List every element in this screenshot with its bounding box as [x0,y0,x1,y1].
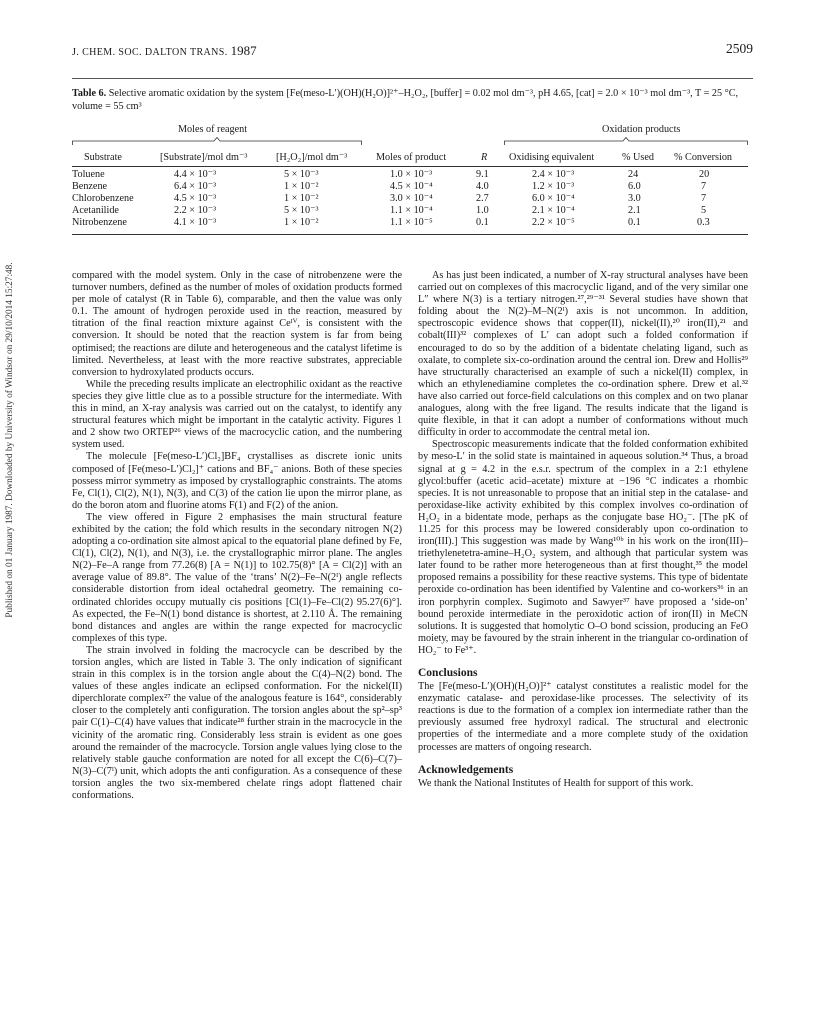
table-cell-substrate-conc: 2.2 × 10⁻³ [174,205,217,216]
table-cell-r: 0.1 [476,217,489,228]
journal-name [72,43,257,59]
table-cell-conversion: 0.3 [697,217,710,228]
table-cell-substrate-conc: 4.1 × 10⁻³ [174,217,217,228]
table-cell-conversion: 7 [701,193,707,204]
body-paragraph: While the preceding results implicate an electrophilic oxidant as the reactive species they give little clue as to a possible structure for the intermediate. With this in mind, an X-ray analysis was carried out on the catalyst, to identify any structural features which might be important in the catalytic activity. Figures 1 and 2 show two ORTEP²⁶ views of the macrocyclic cation, and the numbering system used. [72,378,402,451]
body-paragraph: The molecule [Fe(meso-L′)Cl₂]BF₄ crystallises as discrete ionic units composed of [Fe(meso-L′)Cl₂]⁺ cations and BF₄⁻ anions. Both of these species possess mirror symmetry as imposed by crystallographic constraints. The atoms Fe, Cl(1), Cl(2), N(1), N(3), and C(3) of the cation lie upon the mirror plane, as do the boron atom and fluorine atoms F(1) and F(2) of the anion. [72,451,402,511]
table-cell-moles-product: 3.0 × 10⁻⁴ [390,193,433,204]
body-paragraph: compared with the model system. Only in the case of nitrobenzene were the turnover numbers, defined as the number of moles of oxidation products formed per mole of catalyst (R in Table 6), comparable, and then the value was only 0.1. The amount of hydrogen peroxide used in the reaction, measured by titration of the final reaction mixture against Ceᴵⱽ, is consistent with the conversion. It should be noted that the reaction system is far from being optimised; the reactions are dilute and heterogeneous and the catalyst lifetime is limited. Nevertheless, at least with the more reactive substrates, appreciable conversion to hydroxylated products occurs. [72,270,402,378]
table-cell-used: 0.1 [628,217,641,228]
products-brace [504,137,748,145]
page-number: 2509 [726,41,753,56]
table-caption-label: Table 6. [72,88,107,99]
col-header-substrate: Substrate [84,152,122,163]
table-cell-substrate: Acetanilide [72,205,119,216]
table-cell-substrate-conc: 4.4 × 10⁻³ [174,169,217,180]
col-header-conversion: % Conversion [674,152,733,163]
body-paragraph: As has just been indicated, a number of X-ray structural analyses have been carried out on complexes of this macrocyclic ligand, and of the very similar one L″ where N(3) is a tertiary nitrogen.²⁷,²⁹⁻³¹ Several studies have shown that folding about the N(2)–M–N(2ᴵ) axis is not uncommon. In addition, spectroscopic evidence shows that copper(II), nickel(II),²⁰ iron(II),²¹ and cobalt(III)³² complexes of L′ can adopt such a folded conformation if encouraged to do so by the addition of a bidentate chelating ligand, such as oxalate, to complete six-co-ordination around the central ion. Drew and Hollis²⁹ have structurally characterised an example of such a nickel(II) complex, in which an ethylenediamine completes the co-ordination sphere. Drew et al.³² have also carried out force-field calculations on this complex and on two planar analogues, along with the free ligand. The results indicate that the ligand is quite flexible, in that it can adopt a number of conformations without much difficulty in order to accommodate the central metal ion. [418,270,748,439]
table-cell-used: 3.0 [628,193,641,204]
table-cell-substrate: Chlorobenzene [72,193,134,204]
results-table [72,124,748,264]
table-cell-moles-product: 1.0 × 10⁻³ [390,169,433,180]
table-cell-moles-product: 4.5 × 10⁻⁴ [390,181,433,192]
section-heading-acknowledgements: Acknowledgements [418,763,514,776]
section-heading-conclusions: Conclusions [418,667,478,679]
table-cell-moles-product: 1.1 × 10⁻⁴ [390,205,433,216]
table-bottom-rule [72,234,748,235]
table-cell-used: 2.1 [628,205,641,216]
table-cell-h2o2-conc: 1 × 10⁻² [284,193,319,204]
table-cell-conversion: 7 [701,181,707,192]
col-header-h2o2-conc: [H₂O₂]/mol dm⁻³ [276,152,348,163]
header-rule [72,78,753,79]
conclusions-paragraph: The [Fe(meso-L′)(OH)(H₂O)]²⁺ catalyst constitutes a realistic model for the enzymatic catalase- and peroxidase-like processes. The selectivity of its reactions is due to the formation of a complex ion intermediate rather than the previously assumed free hydroxyl radical. The structural and electronic properties of the intermediate and a more complete study of the oxidation processes are matters of ongoing research. [418,681,748,753]
table-cell-conversion: 5 [701,205,707,216]
table-cell-substrate-conc: 4.5 × 10⁻³ [174,193,217,204]
body-paragraph: Spectroscopic measurements indicate that the folded conformation exhibited by meso-L′ in the solid state is maintained in aqueous solution.³⁴ Thus, a broad signal at g = 4.2 in the e.s.r. spectrum of the complex in a 2:1 ethylene glycol:buffer (acetic acid–acetate) mixture at −196 °C indicates a rhombic species. It is not unreasonable to propose that an initial step in the catalase- and peroxidase-like activity exhibited by this complex involves co-ordination of H₂O₂ in a bidentate mode, perhaps as the conjugate base HO₂⁻. [The pK of 11.25 for this process may be lowered considerably upon co-ordination to iron(III).] This suggestion was made by Wang¹⁰ᵇ in his work on the iron(III)–triethylenetetra-amine–H₂O₂ system, and although that particular system was later found to be rather more heterogeneous than at first thought,³⁵ the model proposed remains a possibility for these reactive systems. This type of bidentate peroxide co-ordination has been identified by Valentine and co-workers³⁶ in an iron porphyrin complex. Sugimoto and Sawyer³⁷ have proposed a ‘side-on’ bound peroxide intermediate in the peroxidotic action of iron(II) in MeCN solutions. It is suggested that homolytic O–O bond scission, producing an FeO moiety, may be favoured by the strain inherent in the triangular co-ordination of HO₂⁻ to Fe³⁺. [418,439,748,656]
table-cell-r: 2.7 [476,193,489,204]
table-header-rule [72,166,748,167]
table-cell-r: 4.0 [476,181,489,192]
col-header-r: R [481,152,488,163]
table-cell-substrate: Toluene [72,169,105,180]
table-cell-oxidising-equivalent: 2.2 × 10⁻⁵ [532,217,575,228]
table-caption-text: Selective aromatic oxidation by the system [Fe(meso-L′)(OH)(H₂O)]²⁺–H₂O₂, [buffer] = 0.02 mol dm⁻³, pH 4.65, [cat] = 2.0 × 10⁻³ mol dm⁻³, T = 25 °C, volume = 55 cm³ [72,88,739,112]
table-cell-h2o2-conc: 5 × 10⁻³ [284,169,319,180]
body-paragraph: The view offered in Figure 2 emphasises the main structural feature exhibited by the cation; the fold which results in the secondary nitrogen N(2) adopting a co-ordination site almost apical to the equatorial plane defined by Fe, Cl(1), Cl(2), N(1), and N(3), i.e. the crystallographic mirror plane. The angles N(2)–Fe–A range from 77.26(8) [A = N(1)] to 102.75(8)° [A = Cl(2)] with an average value of 89.8°. The value of the ‘trans’ N(2)–Fe–N(2ᴵ) angle reflects considerable distortion from ideal octahedral geometry. The remaining co-ordinated chlorides occupy mutually cis positions [Cl(1)–Fe–Cl(2) 95.27(6)°]. As expected, the Fe–N(1) bond distance is shortest, at 2.110 Å. The remaining bond distances and angles are within the range expected for macrocyclic complexes of this type. [72,511,402,644]
table-cell-used: 6.0 [628,181,641,192]
table-cell-h2o2-conc: 5 × 10⁻³ [284,205,319,216]
table-cell-r: 1.0 [476,205,489,216]
journal-year: 1987 [230,43,257,58]
journal-title: J. CHEM. SOC. DALTON TRANS. [72,47,228,58]
table-cell-used: 24 [628,169,639,180]
table-cell-substrate: Nitrobenzene [72,217,127,228]
table-cell-h2o2-conc: 1 × 10⁻² [284,217,319,228]
download-watermark [2,230,18,650]
download-watermark-text: Published on 01 January 1987. Downloaded by University of Windsor on 29/10/2014 15:27:48. [5,262,15,618]
table-caption [72,88,748,113]
body-paragraph: The strain involved in folding the macrocycle can be described by the torsion angles, which are listed in Table 3. The only indication of significant strain in this complex is in the torsion angle about the C(4)–N(2) bond. The values of these angles indicate an eclipsed conformation. For the nickel(II) diperchlorate complex²⁷ the value of the analogous feature is 164°, considerably closer to the completely anti configuration. The torsion angles about the sp²–sp³ pair C(1)–C(4) have values that indicate²⁸ further strain in the macrocycle in the vicinity of the aromatic ring. Considerably less strain is evident as one goes around the remainder of the macrocycle. Torsion angle values lying close to the relatively stable gauche conformation are noted for all except the C(6)–C(7)–N(3)–C(7ᴵ) unit, which adopts the anti configuration. As a consequence of these torsion angles the two six-membered chelate rings adopt flattened chair conformations. [72,644,402,802]
acknowledgements-paragraph: We thank the National Institutes of Health for support of this work. [418,777,694,789]
table-cell-oxidising-equivalent: 2.1 × 10⁻⁴ [532,205,575,216]
table-cell-conversion: 20 [699,169,710,180]
table-cell-substrate: Benzene [72,181,108,192]
group-header-products: Oxidation products [602,124,681,135]
left-column [72,270,402,802]
table-cell-moles-product: 1.1 × 10⁻⁵ [390,217,433,228]
col-header-used: % Used [622,152,654,163]
col-header-oxidising-equivalent: Oxidising equivalent [509,152,595,163]
table-cell-oxidising-equivalent: 6.0 × 10⁻⁴ [532,193,575,204]
group-header-reagent: Moles of reagent [178,124,248,135]
col-header-moles-product: Moles of product [376,152,447,163]
table-cell-oxidising-equivalent: 1.2 × 10⁻³ [532,181,575,192]
table-cell-r: 9.1 [476,169,489,180]
table-cell-substrate-conc: 6.4 × 10⁻³ [174,181,217,192]
table-cell-h2o2-conc: 1 × 10⁻² [284,181,319,192]
right-column [418,270,748,790]
reagent-brace [72,137,362,145]
running-head [72,43,753,61]
table-cell-oxidising-equivalent: 2.4 × 10⁻³ [532,169,575,180]
col-header-substrate-conc: [Substrate]/mol dm⁻³ [160,152,248,163]
